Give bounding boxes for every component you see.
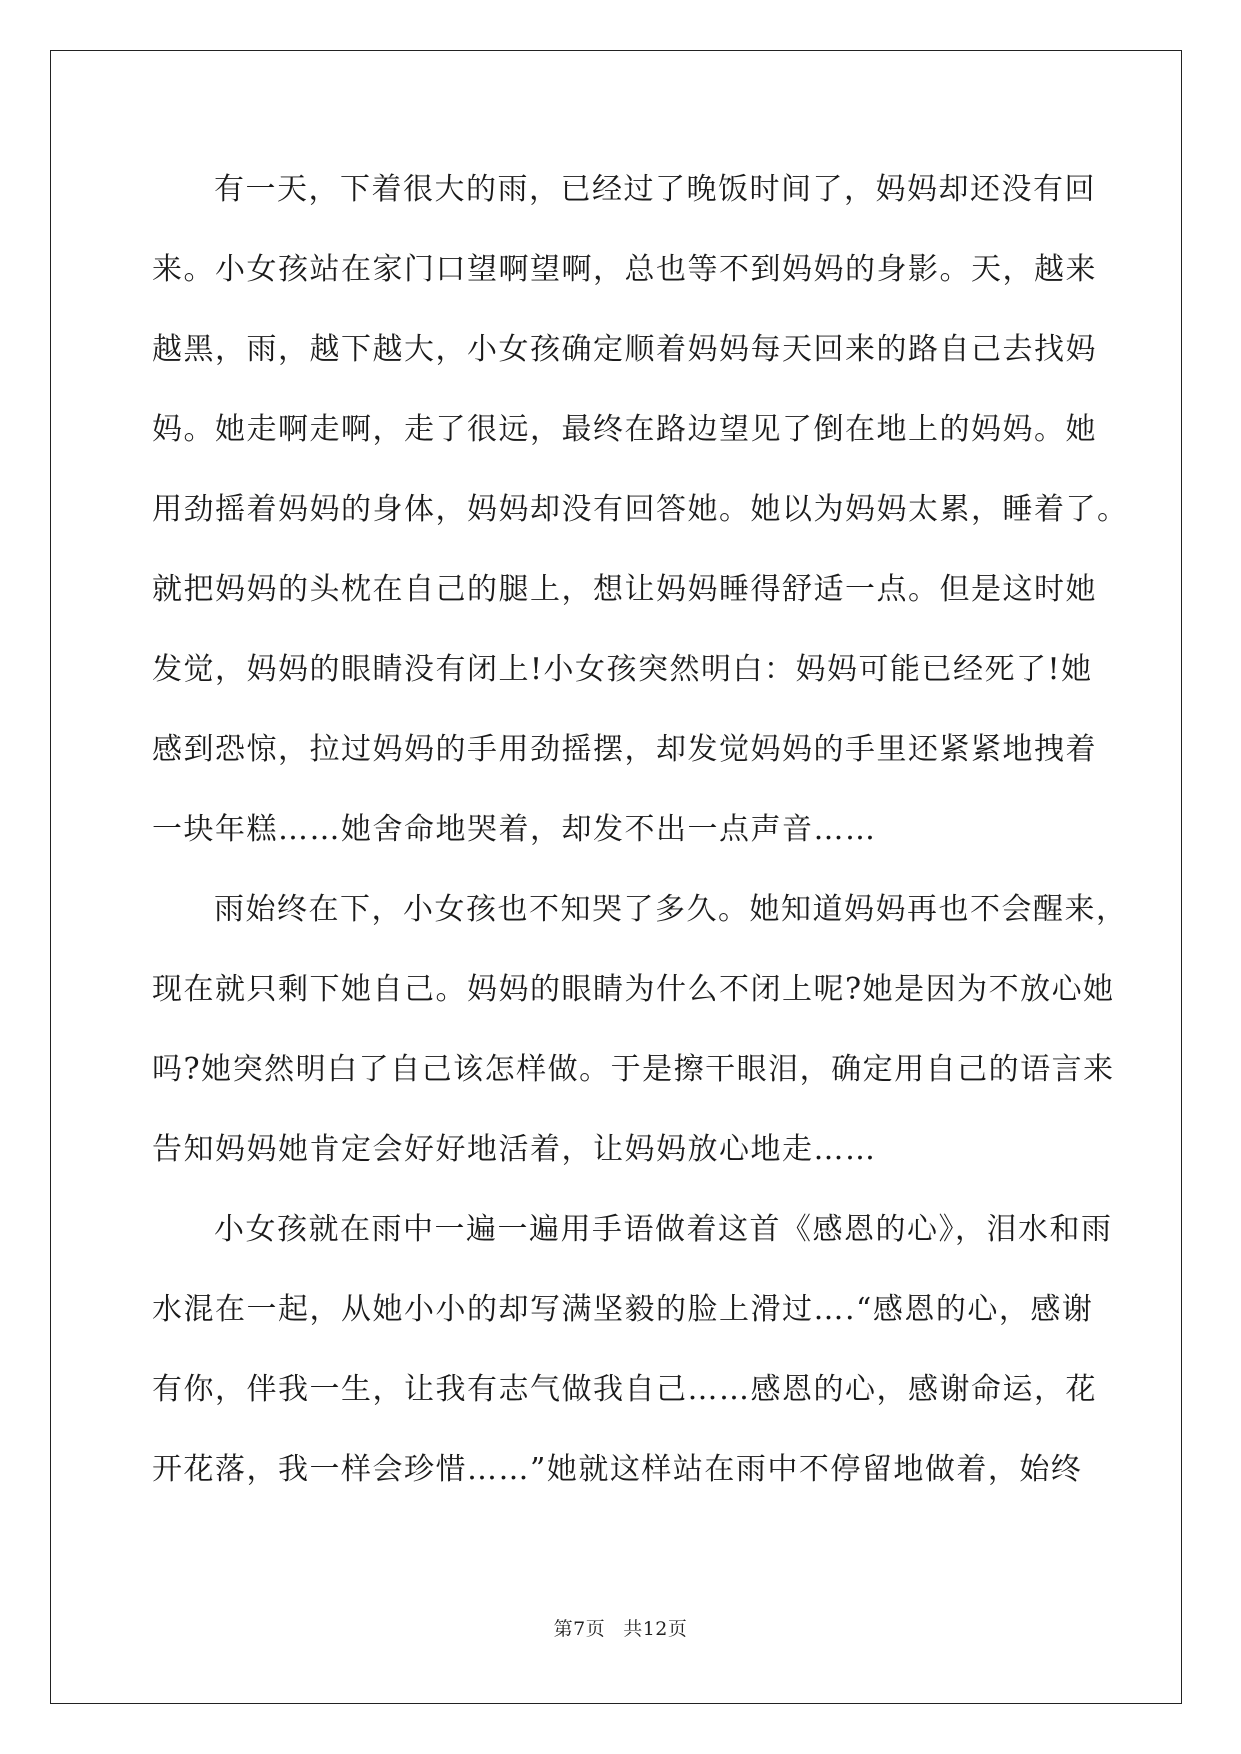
- page-footer: [0, 1614, 1241, 1641]
- text-line: 有一天，下着很大的雨，已经过了晚饭时间了，妈妈却还没有回: [214, 172, 1096, 207]
- text-line: 一块年糕……她舍命地哭着，却发不出一点声音……: [152, 812, 877, 847]
- text-line: 越黑，雨，越下越大，小女孩确定顺着妈妈每天回来的路自己去找妈: [152, 332, 1097, 367]
- text-line: 有你，伴我一生，让我有志气做我自己……感恩的心，感谢命运，花: [152, 1372, 1097, 1407]
- page-number-total: 共12页: [623, 1618, 688, 1640]
- text-line: 开花落，我一样会珍惜……”她就这样站在雨中不停留地做着，始终: [152, 1452, 1083, 1487]
- text-line: 吗?她突然明白了自己该怎样做。于是擦干眼泪，确定用自己的语言来: [152, 1052, 1115, 1087]
- text-line: 小女孩就在雨中一遍一遍用手语做着这首《感恩的心》，泪水和雨: [214, 1212, 1113, 1247]
- text-line: 用劲摇着妈妈的身体，妈妈却没有回答她。她以为妈妈太累，睡着了。: [152, 492, 1129, 527]
- text-line: 水混在一起，从她小小的却写满坚毅的脸上滑过….“感恩的心，感谢: [152, 1292, 1094, 1327]
- document-body: [152, 150, 1129, 1510]
- text-line: 就把妈妈的头枕在自己的腿上，想让妈妈睡得舒适一点。但是这时她: [152, 572, 1097, 607]
- text-line: 发觉，妈妈的眼睛没有闭上!小女孩突然明白：妈妈可能已经死了!她: [152, 652, 1093, 687]
- text-line: 感到恐惊，拉过妈妈的手用劲摇摆，却发觉妈妈的手里还紧紧地拽着: [152, 732, 1097, 767]
- page-number-current: 第7页: [553, 1618, 606, 1640]
- text-line: 雨始终在下，小女孩也不知哭了多久。她知道妈妈再也不会醒来，: [214, 892, 1128, 927]
- text-line: 来。小女孩站在家门口望啊望啊，总也等不到妈妈的身影。天，越来: [152, 252, 1097, 287]
- text-line: 妈。她走啊走啊，走了很远，最终在路边望见了倒在地上的妈妈。她: [152, 412, 1097, 447]
- text-line: 现在就只剩下她自己。妈妈的眼睛为什么不闭上呢?她是因为不放心她: [152, 972, 1115, 1007]
- text-line: 告知妈妈她肯定会好好地活着，让妈妈放心地走……: [152, 1132, 877, 1167]
